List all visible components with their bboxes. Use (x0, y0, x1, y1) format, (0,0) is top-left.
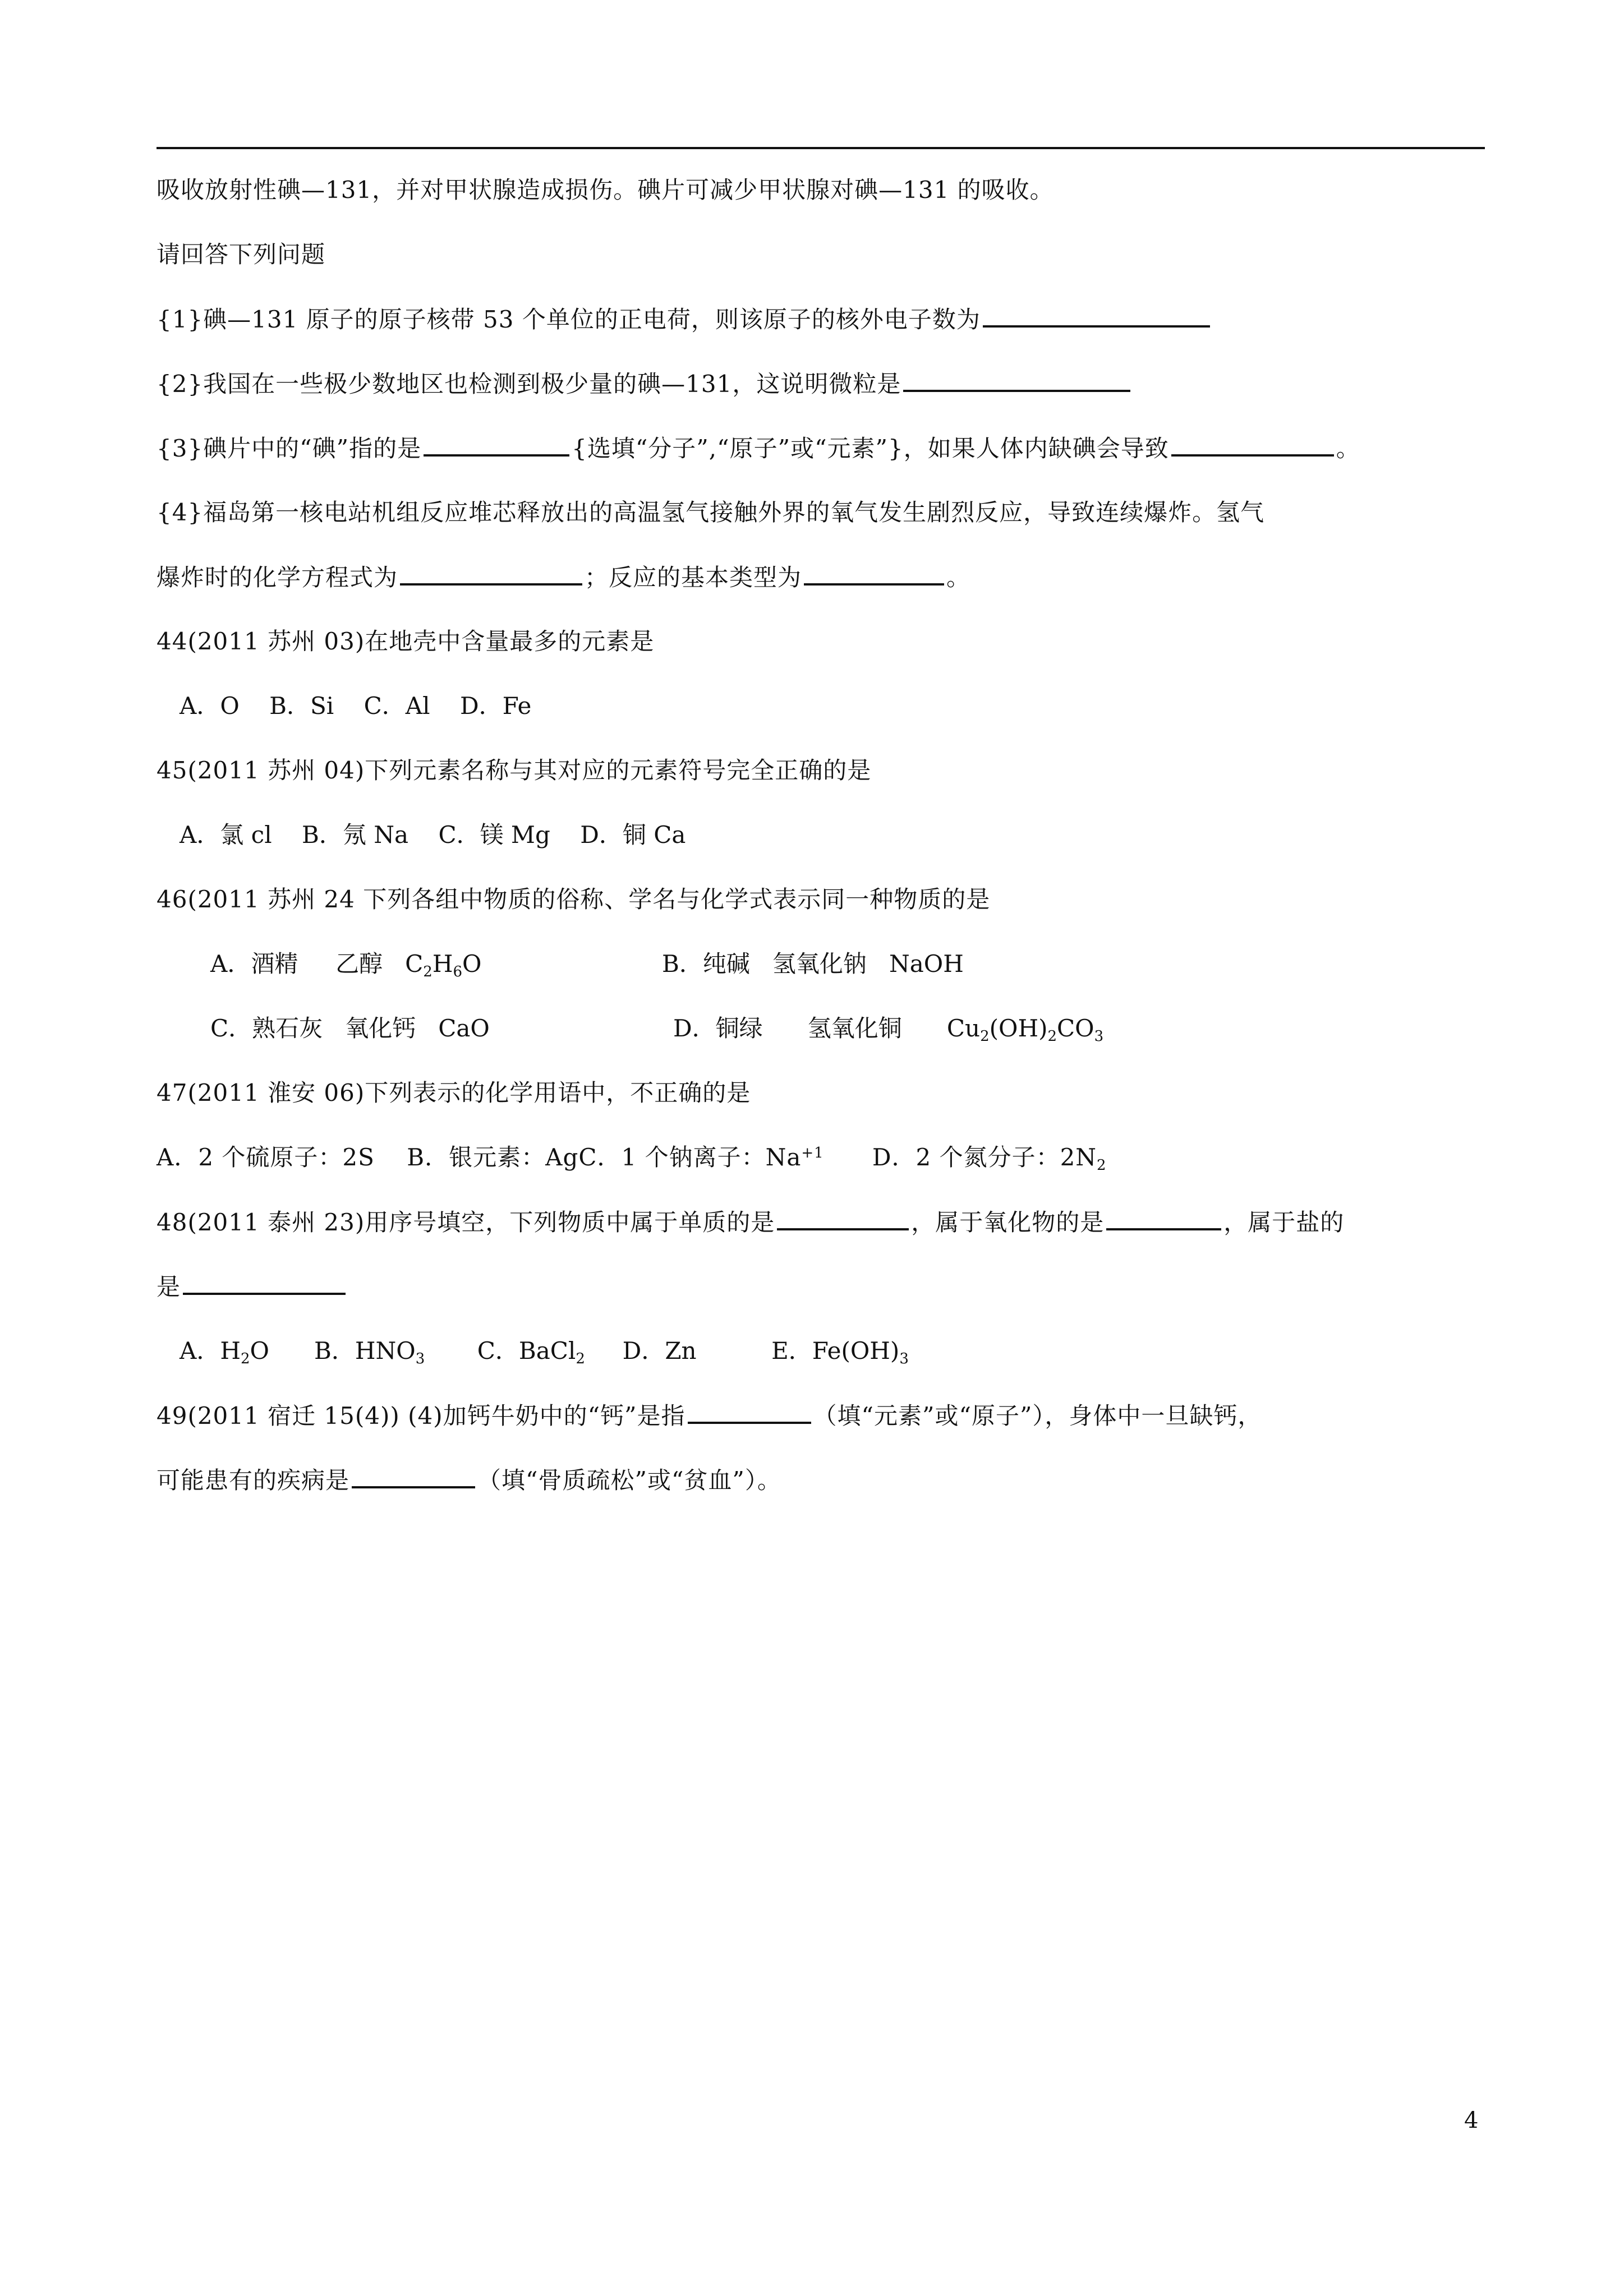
problem-45-options: A．氯 cl B．氖 Na C．镁 Mg D．铜 Ca (180, 821, 686, 849)
answer-blank[interactable] (804, 561, 944, 585)
problem-49-cont: 可能患有的疾病是 （填“骨质疏松”或“贫血”）。 (157, 1464, 781, 1497)
answer-blank[interactable] (400, 561, 582, 585)
answer-blank[interactable] (1171, 432, 1334, 457)
answer-blank[interactable] (424, 432, 569, 457)
answer-blank[interactable] (183, 1270, 346, 1295)
answer-blank[interactable] (777, 1206, 909, 1230)
text-line: 吸收放射性碘—131，并对甲状腺造成损伤。碘片可减少甲状腺对碘—131 的吸收。 (157, 176, 1054, 204)
page-number: 4 (1464, 2108, 1479, 2133)
formula-c2h6o: $C_2H_6O$ (405, 950, 482, 980)
problem-46-option-a: A．酒精 乙醇 $C_2H_6O$ (210, 950, 482, 980)
problem-44-options: A．O B．Si C．Al D．Fe (180, 692, 532, 720)
answer-blank[interactable] (688, 1399, 811, 1424)
problem-48-options: A．$H_2O$ B．$HNO_3$ C．BaCl$_2$ D．Zn E．$Fe(OH)_3$ (180, 1337, 909, 1367)
answer-blank[interactable] (1106, 1206, 1221, 1230)
problem-48: 48(2011 泰州 23)用序号填空，下列物质中属于单质的是 ，属于氧化物的是 ，属于盐的 (157, 1206, 1344, 1239)
answer-blank[interactable] (903, 367, 1130, 392)
question-4-cont: 爆炸时的化学方程式为 ；反应的基本类型为 。 (157, 561, 970, 594)
formula-cu2oh2co3: $Cu_2(OH)_2CO_3$ (946, 1015, 1104, 1045)
answer-blank[interactable] (352, 1464, 475, 1488)
header-rule (157, 147, 1485, 149)
text-line: 请回答下列问题 (157, 241, 326, 268)
question-1: {1}碘—131 原子的原子核带 53 个单位的正电荷，则该原子的核外电子数为 (157, 303, 1212, 336)
problem-47: 47(2011 淮安 06)下列表示的化学用语中，不正确的是 (157, 1079, 751, 1106)
problem-46-option-b: B．纯碱 氢氧化钠 NaOH (662, 950, 964, 978)
problem-46: 46(2011 苏州 24 下列各组中物质的俗称、学名与化学式表示同一种物质的是 (157, 886, 991, 913)
problem-47-options: A．2 个硫原子：2S B．银元素：AgC．1 个钠离子：$Na^{+1}$ D．2 个氮分子：$2N_2$ (157, 1144, 1107, 1174)
answer-blank[interactable] (983, 303, 1210, 328)
problem-48-cont: 是 (157, 1270, 348, 1303)
question-2: {2}我国在一些极少数地区也检测到极少量的碘—131，这说明微粒是 (157, 367, 1133, 400)
problem-45: 45(2011 苏州 04)下列元素名称与其对应的元素符号完全正确的是 (157, 757, 872, 784)
question-3: {3}碘片中的“碘”指的是 {选填“分子”,“原子”或“元素”}，如果人体内缺碘会导致 。 (157, 432, 1360, 465)
problem-46-option-c: C．熟石灰 氧化钙 CaO (210, 1015, 490, 1042)
problem-49: 49(2011 宿迁 15(4)) (4)加钙牛奶中的“钙”是指 （填“元素”或“原子”），身体中一旦缺钙， (157, 1399, 1262, 1432)
problem-44: 44(2011 苏州 03)在地壳中含量最多的元素是 (157, 628, 655, 655)
question-4: {4}福岛第一核电站机组反应堆芯释放出的高温氢气接触外界的氧气发生剧烈反应，导致连续爆炸。氢气 (157, 499, 1265, 526)
problem-46-option-d: D．铜绿 氢氧化铜 $Cu_2(OH)_2CO_3$ (673, 1015, 1104, 1045)
